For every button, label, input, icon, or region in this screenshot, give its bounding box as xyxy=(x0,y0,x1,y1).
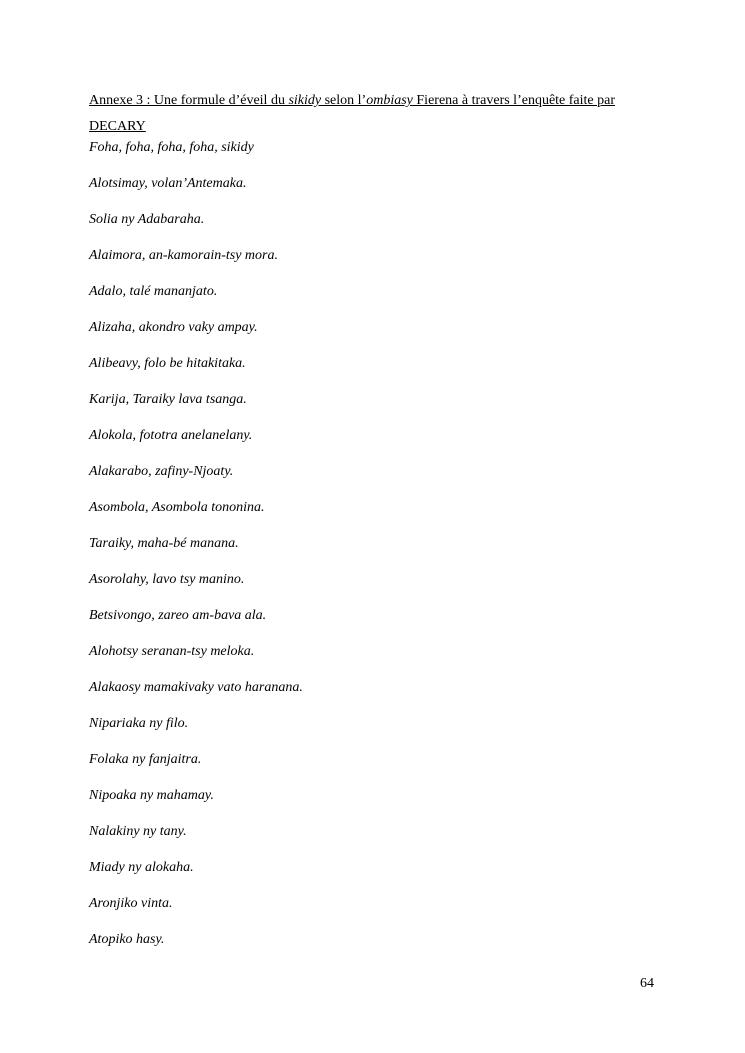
verse-line: Betsivongo, zareo am-bava ala. xyxy=(89,608,267,623)
verse-line: Foha, foha, foha, foha, sikidy xyxy=(89,140,254,155)
page-number: 64 xyxy=(640,976,654,991)
verse-line: Alaimora, an-kamorain-tsy mora. xyxy=(89,248,278,263)
verse-line: Alohotsy seranan-tsy meloka. xyxy=(89,644,255,659)
verse-line: Miady ny alokaha. xyxy=(89,860,194,875)
verse-line: Alotsimay, volan’Antemaka. xyxy=(89,176,247,191)
verse-list xyxy=(89,138,303,966)
verse-line: Aronjiko vinta. xyxy=(89,896,173,911)
verse-line: Atopiko hasy. xyxy=(89,932,165,947)
annex-heading xyxy=(89,88,669,140)
heading-text-1: Annexe 3 : Une formule d’éveil du xyxy=(89,93,289,108)
heading-text-2: selon l’ xyxy=(321,93,367,108)
heading-text-3: Fierena à travers l’enquête faite par DECARY xyxy=(89,93,616,134)
heading-term-ombiasy: ombiasy xyxy=(366,93,413,108)
verse-line: Alakarabo, zafiny-Njoaty. xyxy=(89,464,234,479)
verse-line: Nalakiny ny tany. xyxy=(89,824,187,839)
verse-line: Karija, Taraiky lava tsanga. xyxy=(89,392,247,407)
verse-line: Nipoaka ny mahamay. xyxy=(89,788,214,803)
verse-line: Alokola, fototra anelanelany. xyxy=(89,428,253,443)
verse-line: Alizaha, akondro vaky ampay. xyxy=(89,320,258,335)
verse-line: Alibeavy, folo be hitakitaka. xyxy=(89,356,246,371)
verse-line: Asorolahy, lavo tsy manino. xyxy=(89,572,245,587)
verse-line: Folaka ny fanjaitra. xyxy=(89,752,202,767)
verse-line: Taraiky, maha-bé manana. xyxy=(89,536,239,551)
verse-line: Alakaosy mamakivaky vato haranana. xyxy=(89,680,303,695)
heading-term-sikidy: sikidy xyxy=(288,93,322,108)
verse-line: Adalo, talé mananjato. xyxy=(89,284,218,299)
verse-line: Nipariaka ny filo. xyxy=(89,716,189,731)
verse-line: Solia ny Adabaraha. xyxy=(89,212,205,227)
verse-line: Asombola, Asombola tononina. xyxy=(89,500,265,515)
